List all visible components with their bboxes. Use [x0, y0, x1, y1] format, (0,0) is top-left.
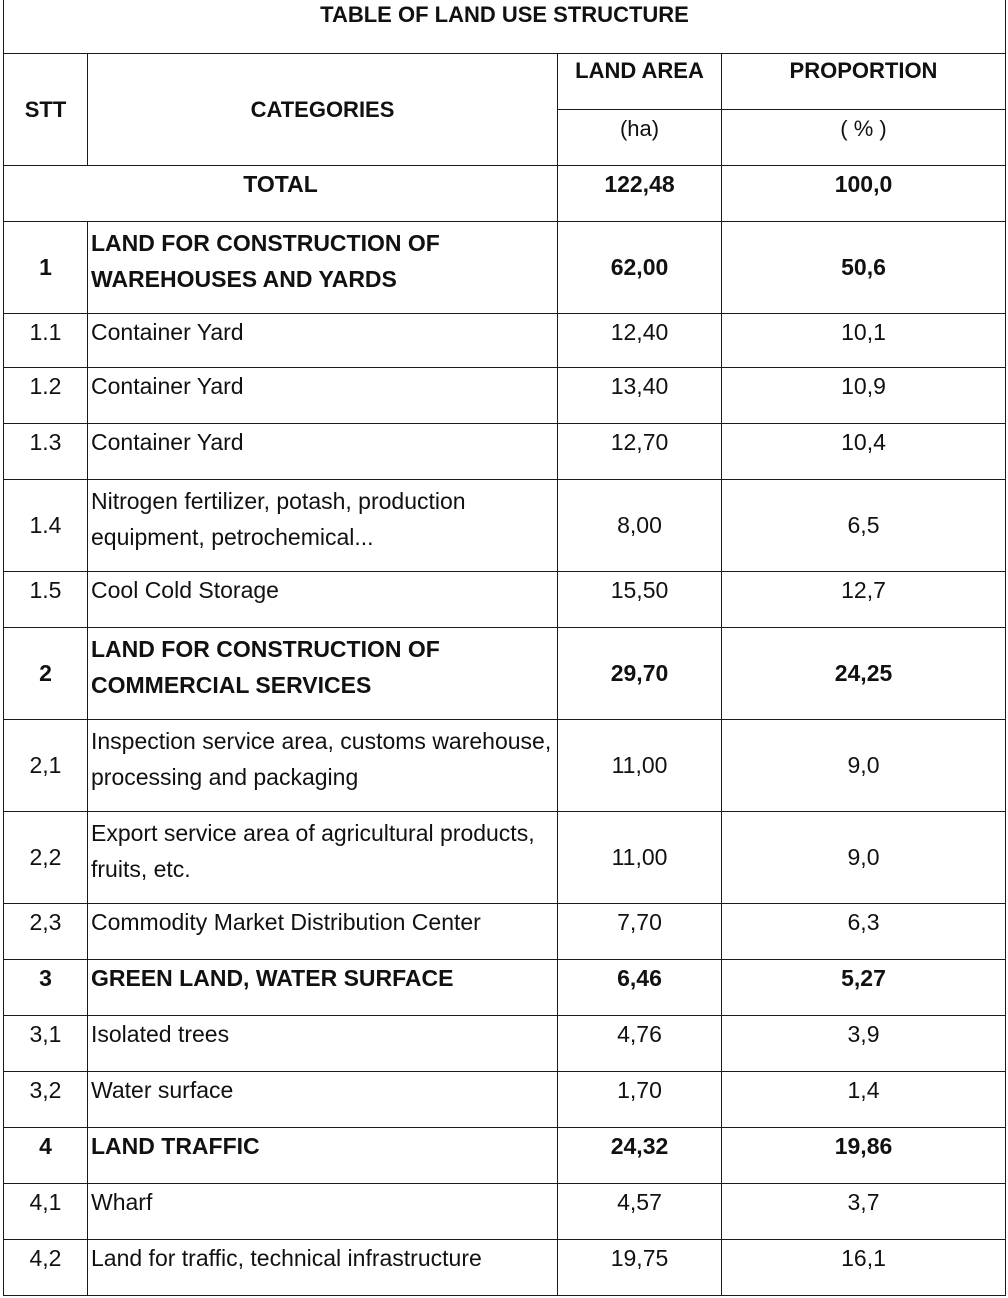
row-category: Inspection service area, customs warehouse, processing and packaging — [88, 720, 558, 812]
row-stt: 1.3 — [4, 424, 88, 480]
row-proportion: 10,9 — [722, 368, 1006, 424]
header-land-area: LAND AREA — [558, 54, 722, 110]
total-label: TOTAL — [4, 166, 558, 222]
header-proportion-unit: ( % ) — [722, 110, 1006, 166]
row-stt: 2,1 — [4, 720, 88, 812]
row-area: 8,00 — [558, 480, 722, 572]
land-use-table — [3, 0, 1006, 1296]
row-proportion: 10,4 — [722, 424, 1006, 480]
table-row — [4, 628, 1006, 720]
header-land-area-unit: (ha) — [558, 110, 722, 166]
row-category: Land for traffic, technical infrastructure — [88, 1240, 558, 1296]
row-stt: 3,1 — [4, 1016, 88, 1072]
row-area: 7,70 — [558, 904, 722, 960]
row-category: Cool Cold Storage — [88, 572, 558, 628]
row-area: 12,40 — [558, 314, 722, 368]
row-proportion: 9,0 — [722, 720, 1006, 812]
row-category: Export service area of agricultural products, fruits, etc. — [88, 812, 558, 904]
table-row — [4, 960, 1006, 1016]
row-category: GREEN LAND, WATER SURFACE — [88, 960, 558, 1016]
row-stt: 2,2 — [4, 812, 88, 904]
row-stt: 4 — [4, 1128, 88, 1184]
row-category: LAND FOR CONSTRUCTION OF COMMERCIAL SERVICES — [88, 628, 558, 720]
total-row — [4, 166, 1006, 222]
row-category: Commodity Market Distribution Center — [88, 904, 558, 960]
total-area: 122,48 — [558, 166, 722, 222]
table-row — [4, 424, 1006, 480]
table-row — [4, 480, 1006, 572]
table-row — [4, 1072, 1006, 1128]
row-area: 6,46 — [558, 960, 722, 1016]
row-proportion: 6,5 — [722, 480, 1006, 572]
row-category: LAND FOR CONSTRUCTION OF WAREHOUSES AND YARDS — [88, 222, 558, 314]
table-row — [4, 1016, 1006, 1072]
row-proportion: 12,7 — [722, 572, 1006, 628]
row-category: LAND TRAFFIC — [88, 1128, 558, 1184]
table-row — [4, 904, 1006, 960]
row-proportion: 3,9 — [722, 1016, 1006, 1072]
row-category: Nitrogen fertilizer, potash, production equipment, petrochemical... — [88, 480, 558, 572]
row-area: 4,57 — [558, 1184, 722, 1240]
row-proportion: 50,6 — [722, 222, 1006, 314]
table-row — [4, 1128, 1006, 1184]
table-row — [4, 368, 1006, 424]
header-categories: CATEGORIES — [88, 54, 558, 166]
total-proportion: 100,0 — [722, 166, 1006, 222]
row-category: Container Yard — [88, 368, 558, 424]
row-area: 12,70 — [558, 424, 722, 480]
row-area: 24,32 — [558, 1128, 722, 1184]
row-proportion: 1,4 — [722, 1072, 1006, 1128]
table-row — [4, 222, 1006, 314]
row-stt: 3,2 — [4, 1072, 88, 1128]
row-proportion: 16,1 — [722, 1240, 1006, 1296]
row-area: 11,00 — [558, 812, 722, 904]
table-row — [4, 572, 1006, 628]
row-category: Container Yard — [88, 314, 558, 368]
row-stt: 4,1 — [4, 1184, 88, 1240]
row-stt: 1.1 — [4, 314, 88, 368]
row-proportion: 10,1 — [722, 314, 1006, 368]
row-stt: 1.5 — [4, 572, 88, 628]
row-stt: 2,3 — [4, 904, 88, 960]
row-proportion: 5,27 — [722, 960, 1006, 1016]
row-stt: 4,2 — [4, 1240, 88, 1296]
row-stt: 1 — [4, 222, 88, 314]
row-proportion: 9,0 — [722, 812, 1006, 904]
row-stt: 1.4 — [4, 480, 88, 572]
header-stt: STT — [4, 54, 88, 166]
row-stt: 1.2 — [4, 368, 88, 424]
row-stt: 2 — [4, 628, 88, 720]
table-row — [4, 720, 1006, 812]
table-row — [4, 1184, 1006, 1240]
table-title: TABLE OF LAND USE STRUCTURE — [4, 0, 1006, 54]
row-area: 29,70 — [558, 628, 722, 720]
row-proportion: 3,7 — [722, 1184, 1006, 1240]
row-area: 11,00 — [558, 720, 722, 812]
row-area: 4,76 — [558, 1016, 722, 1072]
row-proportion: 19,86 — [722, 1128, 1006, 1184]
table-row — [4, 1240, 1006, 1296]
row-area: 19,75 — [558, 1240, 722, 1296]
row-area: 13,40 — [558, 368, 722, 424]
table-row — [4, 812, 1006, 904]
header-proportion: PROPORTION — [722, 54, 1006, 110]
row-proportion: 24,25 — [722, 628, 1006, 720]
row-area: 62,00 — [558, 222, 722, 314]
row-proportion: 6,3 — [722, 904, 1006, 960]
table-row — [4, 314, 1006, 368]
row-category: Wharf — [88, 1184, 558, 1240]
row-category: Container Yard — [88, 424, 558, 480]
row-category: Isolated trees — [88, 1016, 558, 1072]
row-area: 15,50 — [558, 572, 722, 628]
row-area: 1,70 — [558, 1072, 722, 1128]
row-category: Water surface — [88, 1072, 558, 1128]
row-stt: 3 — [4, 960, 88, 1016]
